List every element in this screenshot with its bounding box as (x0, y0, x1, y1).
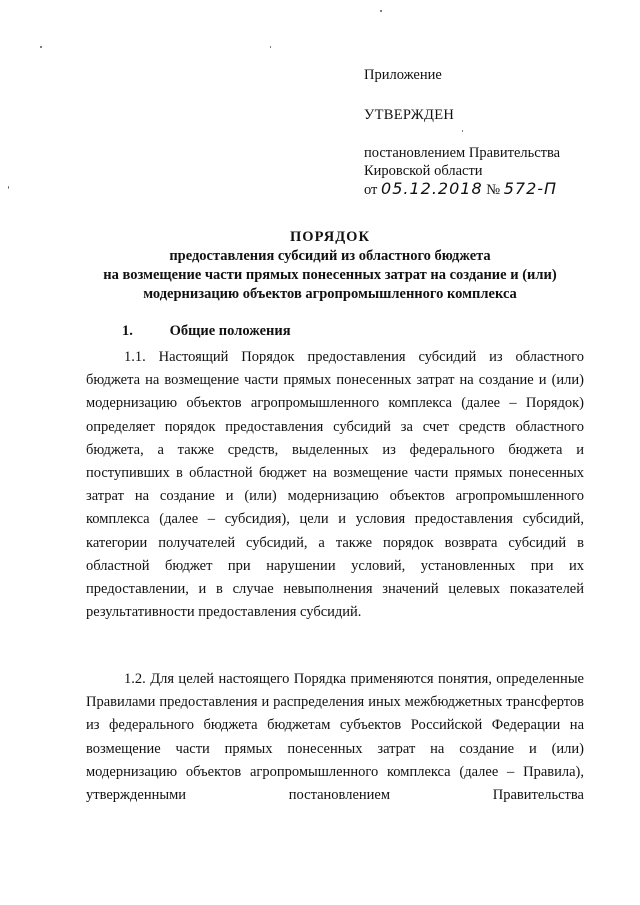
paragraph-1-1 (86, 346, 584, 624)
section-title: Общие положения (169, 323, 291, 339)
section-heading (122, 323, 291, 340)
scan-speck (270, 46, 271, 48)
handwritten-date: 05.12.2018 (381, 179, 483, 198)
approval-block (364, 66, 624, 199)
scan-speck (8, 186, 9, 189)
paragraph-text: 1.2. Для целей настоящего Порядка применяются понятия, определенные Правилами предоставления и распределения иных межбюджетных трансфертов из федерального бюджета бюджетам субъектов Российской Федерации на возмещение части прямых понесенных затрат на создание и (или) модернизацию объектов агропромышленного комплекса (далее – Правила), утвержденными постановлением Правительства (86, 671, 584, 804)
handwritten-number: 572-П (503, 179, 558, 198)
date-prefix: от (364, 182, 378, 198)
paragraph-text: 1.1. Настоящий Порядок предоставления субсидий из областного бюджета на возмещение части прямых понесенных затрат на создание и (или) модернизацию объектов агропромышленного комплекса (далее – Порядок) определяет порядок предоставления субсидий за счет средств областного бюджета, а также средств, выделенных из федерального бюджета и поступивших в областной бюджет на возмещение части прямых понесенных затрат на создание и (или) модернизацию объектов агропромышленного комплекса (далее – субсидия), цели и условия предоставления субсидий, категории получателей субсидий, а также порядок возврата субсидий в областной бюджет при нарушении условий, установленных при их предоставлении, и в случае невыполнения значений целевых показателей результативности предоставления субсидий. (86, 349, 584, 621)
number-sign: № (486, 182, 501, 198)
title-line-2: предоставления субсидий из областного бюджета (169, 248, 491, 264)
approved-label: УТВЕРЖДЕН (364, 107, 455, 123)
section-number: 1. (122, 323, 133, 339)
title-line-1: ПОРЯДОК (290, 229, 370, 245)
scan-speck (380, 10, 382, 12)
document-title (80, 228, 580, 304)
approved-by-line1: постановлением Правительства (364, 145, 561, 161)
title-line-4: модернизацию объектов агропромышленного комплекса (143, 286, 517, 302)
scan-speck (462, 130, 463, 132)
appendix-label: Приложение (364, 67, 442, 83)
title-line-3: на возмещение части прямых понесенных затрат на создание и (или) (103, 267, 557, 283)
paragraph-1-2 (86, 668, 584, 807)
approval-date-line (364, 180, 624, 199)
scan-speck (40, 46, 42, 48)
approved-by-line2: Кировской области (364, 163, 483, 179)
